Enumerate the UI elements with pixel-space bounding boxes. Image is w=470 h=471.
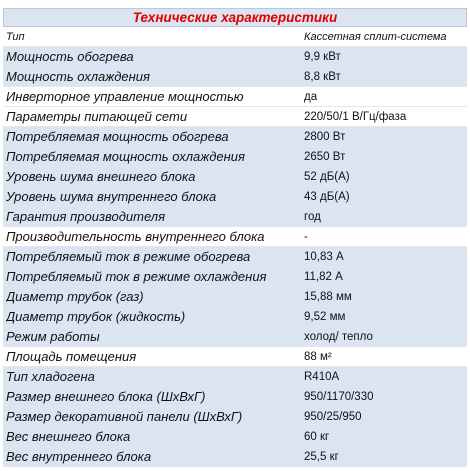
param-cell: Производительность внутреннего блока — [6, 229, 265, 244]
table-row — [3, 267, 467, 287]
value-cell: 2650 Вт — [304, 151, 346, 163]
value-cell: 52 дБ(А) — [304, 171, 350, 183]
value-cell: 10,83 А — [304, 251, 344, 263]
value-cell: 25,5 кг — [304, 451, 339, 463]
value-cell: 60 кг — [304, 431, 330, 443]
table-row — [3, 347, 467, 367]
value-cell: - — [304, 231, 308, 243]
table-row — [3, 227, 467, 247]
param-cell: Мощность охлаждения — [6, 69, 150, 84]
table-row — [3, 287, 467, 307]
value-cell: 2800 Вт — [304, 131, 346, 143]
param-cell: Режим работы — [6, 329, 100, 344]
value-cell: 220/50/1 В/Гц/фаза — [304, 111, 407, 123]
param-cell: Площадь помещения — [6, 349, 137, 364]
table-row — [3, 427, 467, 447]
table-row — [3, 307, 467, 327]
param-cell: Потребляемая мощность охлаждения — [6, 149, 245, 164]
param-cell: Уровень шума внутреннего блока — [6, 189, 217, 204]
table-row — [3, 447, 467, 467]
value-cell: 15,88 мм — [304, 291, 352, 303]
table-row — [3, 27, 467, 47]
param-cell: Тип — [6, 31, 25, 43]
value-cell: Кассетная сплит-система — [304, 31, 447, 43]
table-title: Технические характеристики — [3, 8, 467, 27]
table-row — [3, 247, 467, 267]
table-row — [3, 327, 467, 347]
table-row — [3, 167, 467, 187]
value-cell: R410A — [304, 371, 340, 383]
param-cell: Вес внутреннего блока — [6, 449, 152, 464]
param-cell: Вес внешнего блока — [6, 429, 131, 444]
value-cell: 43 дБ(А) — [304, 191, 350, 203]
param-cell: Потребляемая мощность обогрева — [6, 129, 229, 144]
param-cell: Гарантия производителя — [6, 209, 166, 224]
param-cell: Инверторное управление мощностью — [6, 89, 244, 104]
param-cell: Тип хладогена — [6, 369, 95, 384]
param-cell: Диаметр трубок (газ) — [6, 289, 144, 304]
value-cell: холод/ тепло — [304, 331, 373, 343]
param-cell: Потребляемый ток в режиме охлаждения — [6, 269, 267, 284]
value-cell: год — [304, 211, 321, 223]
param-cell: Мощность обогрева — [6, 49, 134, 64]
table-row — [3, 407, 467, 427]
table-row — [3, 87, 467, 107]
table-row — [3, 187, 467, 207]
value-cell: 8,8 кВт — [304, 71, 341, 83]
value-cell: 9,52 мм — [304, 311, 346, 323]
param-cell: Потребляемый ток в режиме обогрева — [6, 249, 251, 264]
value-cell: 950/25/950 — [304, 411, 362, 423]
table-row — [3, 47, 467, 67]
value-cell: 9,9 кВт — [304, 51, 341, 63]
table-body — [3, 27, 467, 467]
param-cell: Диаметр трубок (жидкость) — [6, 309, 186, 324]
table-row — [3, 67, 467, 87]
param-cell: Уровень шума внешнего блока — [6, 169, 196, 184]
table-row — [3, 127, 467, 147]
value-cell: да — [304, 91, 318, 103]
table-row — [3, 207, 467, 227]
table-row — [3, 107, 467, 127]
param-cell: Параметры питающей сети — [6, 109, 188, 124]
value-cell: 11,82 А — [304, 271, 343, 283]
table-row — [3, 387, 467, 407]
table-row — [3, 147, 467, 167]
param-cell: Размер внешнего блока (ШхВхГ) — [6, 389, 206, 404]
value-cell: 88 м² — [304, 351, 332, 363]
param-cell: Размер декоративной панели (ШхВхГ) — [6, 409, 243, 424]
table-row — [3, 367, 467, 387]
value-cell: 950/1170/330 — [304, 391, 374, 403]
